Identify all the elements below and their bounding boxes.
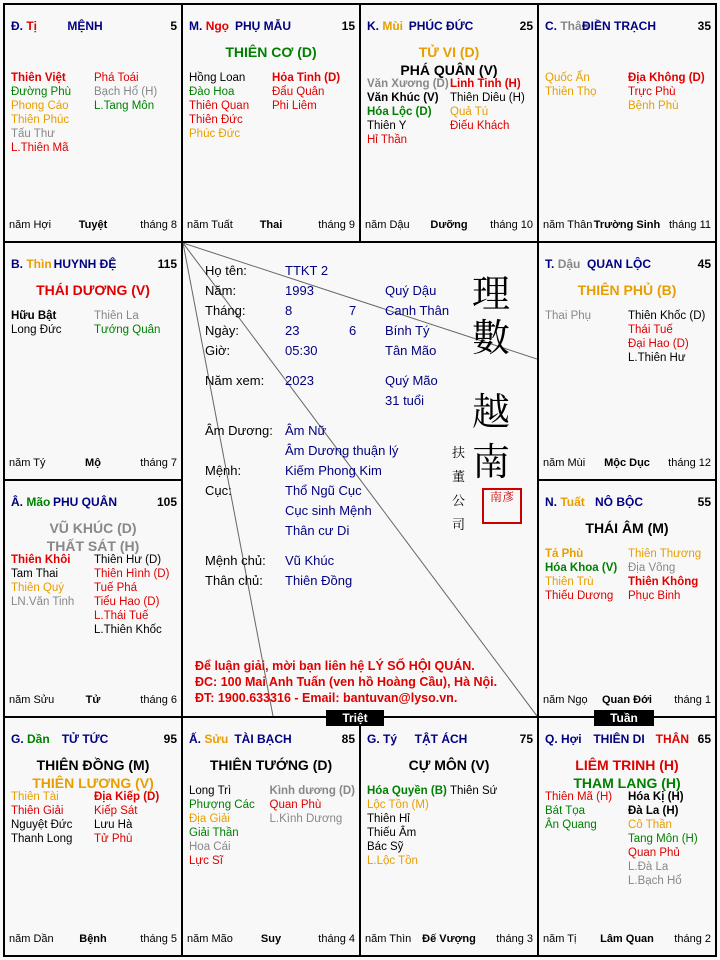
palace-stage: Dưỡng xyxy=(430,219,468,231)
palace-chi: Dậu xyxy=(557,257,581,271)
main-stars xyxy=(183,43,359,61)
minor-star: Thiên Phúc xyxy=(11,114,70,126)
day-value: 23 xyxy=(285,323,300,338)
palace-chi: Thìn xyxy=(26,257,52,271)
calligraphy-char: 越 xyxy=(472,390,511,434)
minor-star: Long Đức xyxy=(11,324,62,336)
minor-star: L.Lộc Tồn xyxy=(367,855,418,867)
palace-name: PHU QUÂN xyxy=(52,495,117,509)
palace-dau xyxy=(539,243,715,479)
minor-star: Thiên Hình (D) xyxy=(94,568,170,580)
minor-star: L.Tang Môn xyxy=(94,100,155,112)
cuc-label: Cục: xyxy=(205,483,232,498)
name-label: Họ tên: xyxy=(205,263,247,278)
main-stars xyxy=(5,519,181,555)
main-star: THIÊN ĐỒNG (M) xyxy=(36,757,150,773)
minor-star: Địa Giải xyxy=(189,813,230,825)
main-stars xyxy=(5,281,181,299)
palace-chi: Dần xyxy=(27,732,50,746)
main-star: THAM LANG (H) xyxy=(573,775,681,791)
palace-month: tháng 6 xyxy=(140,694,177,706)
minor-star: Thiên Hư (D) xyxy=(94,554,162,566)
palace-footer xyxy=(543,219,711,233)
minor-star: L.Bạch Hổ xyxy=(628,875,682,887)
palace-name: NÔ BỘC xyxy=(595,495,643,509)
triet-tag: Triệt xyxy=(326,710,384,726)
minor-star: Hóa Quyền (B) xyxy=(367,785,447,797)
palace-month: tháng 8 xyxy=(140,219,177,231)
calligraphy-char: 理 xyxy=(472,272,511,316)
palace-can: Ấ. xyxy=(189,732,201,746)
minor-star: Thiên Khốc (D) xyxy=(628,310,706,322)
minor-star: Kiếp Sát xyxy=(94,805,138,817)
palace-can: Q. xyxy=(545,732,558,746)
palace-month: tháng 3 xyxy=(496,933,533,945)
palace-name: MỆNH xyxy=(67,19,103,33)
calligraphy-small: 公 xyxy=(452,494,466,509)
minor-star: Thiên Không xyxy=(628,576,699,588)
minor-star: Kình dương (D) xyxy=(269,785,355,797)
month-value: 8 xyxy=(285,303,293,318)
minor-star: Thiên Trù xyxy=(545,576,594,588)
palace-chi: Thân xyxy=(560,19,590,33)
minor-star: Linh Tinh (H) xyxy=(450,78,521,90)
contact-info xyxy=(195,658,535,706)
palace-ngo xyxy=(183,5,359,241)
minor-stars xyxy=(11,790,177,846)
minor-star: Thiếu Dương xyxy=(545,590,614,602)
minor-star: Thiên Thọ xyxy=(545,86,597,98)
palace-can: M. xyxy=(189,19,203,33)
minor-star: Thiên Giải xyxy=(11,805,64,817)
palace-year: năm Mão xyxy=(187,933,233,945)
day-lunar: 6 xyxy=(349,323,357,338)
minor-star: Hỉ Thần xyxy=(367,134,408,146)
palace-header xyxy=(545,732,711,748)
palace-stage: Trường Sinh xyxy=(593,219,661,231)
calligraphy-char: 數 xyxy=(472,316,511,360)
palace-header xyxy=(367,732,533,748)
palace-hoi xyxy=(539,718,715,955)
minor-star: L.Thái Tuế xyxy=(94,610,149,622)
palace-stage: Mộc Dục xyxy=(604,457,650,469)
palace-can: C. xyxy=(545,19,557,33)
palace-number: 15 xyxy=(341,19,355,33)
palace-year: năm Tuất xyxy=(187,219,233,231)
palace-name: QUAN LỘC xyxy=(587,257,651,271)
palace-suu xyxy=(183,718,359,955)
palace-footer xyxy=(543,933,711,947)
minor-star: Bát Tọa xyxy=(545,805,586,817)
palace-year: năm Tý xyxy=(9,457,46,469)
hour-can: Tân Mão xyxy=(385,343,437,358)
palace-thin xyxy=(5,243,181,479)
palace-year: năm Dậu xyxy=(365,219,410,231)
minor-star: Thiên Khôi xyxy=(11,554,71,566)
minor-star: Hóa Khoa (V) xyxy=(545,562,618,574)
minor-stars xyxy=(189,71,355,141)
palace-can: Đ. xyxy=(11,19,23,33)
minor-star: Hồng Loan xyxy=(189,72,246,84)
palace-footer xyxy=(187,219,355,233)
palace-year: năm Mùi xyxy=(543,457,586,469)
minor-star: Nguyệt Đức xyxy=(11,819,73,831)
minor-star: Tấu Thư xyxy=(11,128,55,140)
palace-ti xyxy=(5,5,181,241)
minor-stars xyxy=(545,790,711,888)
main-stars xyxy=(361,43,537,79)
minor-star: Đại Hao (D) xyxy=(628,338,689,350)
palace-footer xyxy=(365,933,533,947)
palace-header xyxy=(11,257,177,273)
palace-name: TẬT ÁCH xyxy=(414,732,468,746)
palace-can: B. xyxy=(11,257,23,271)
palace-header xyxy=(11,732,177,748)
palace-chi: Hợi xyxy=(561,732,582,746)
minor-stars xyxy=(545,71,711,113)
menh-chu-value: Vũ Khúc xyxy=(285,553,335,568)
minor-star: Đẩu Quân xyxy=(272,86,325,98)
palace-stage: Suy xyxy=(260,933,282,945)
minor-star: Tả Phù xyxy=(545,548,584,560)
minor-star: Hóa Kị (H) xyxy=(628,791,684,803)
main-stars xyxy=(539,281,715,299)
palace-stage: Thai xyxy=(259,219,283,231)
minor-star: Địa Kiếp (D) xyxy=(94,791,160,803)
day-label: Ngày: xyxy=(205,323,239,338)
minor-star: Hóa Lộc (D) xyxy=(367,106,432,118)
minor-star: L.Đà La xyxy=(628,861,669,873)
minor-star: Thiên Mã (H) xyxy=(545,791,613,803)
palace-year: năm Hợi xyxy=(9,219,52,231)
palace-stage: Tử xyxy=(85,694,101,706)
minor-star: Thiên Hỉ xyxy=(367,813,410,825)
minor-star: Thiên La xyxy=(94,310,139,322)
palace-than xyxy=(539,5,715,241)
palace-stage: Mộ xyxy=(85,457,101,469)
palace-can: Â. xyxy=(11,495,23,509)
main-star: THIÊN CƠ (D) xyxy=(225,44,317,60)
palace-chi: Sửu xyxy=(204,732,229,746)
minor-star: Thiên Thương xyxy=(628,548,702,560)
palace-chi: Mùi xyxy=(382,19,404,33)
minor-star: Thiếu Âm xyxy=(367,827,417,839)
palace-stage: Lâm Quan xyxy=(600,933,654,945)
palace-chi: Tị xyxy=(26,19,38,33)
palace-name: HUYNH ĐỆ xyxy=(53,257,117,271)
month-label: Tháng: xyxy=(205,303,246,318)
palace-name: PHÚC ĐỨC xyxy=(408,19,474,33)
main-star: VŨ KHÚC (D) xyxy=(49,520,137,536)
year-can: Quý Dậu xyxy=(385,283,437,298)
calligraphy-small: 董 xyxy=(452,470,466,485)
minor-star: Phi Liêm xyxy=(272,100,317,112)
palace-footer xyxy=(365,219,533,233)
minor-star: Giải Thần xyxy=(189,827,239,839)
minor-star: L.Kình Dương xyxy=(269,813,343,825)
tuan-tag: Tuần xyxy=(594,710,654,726)
minor-star: Quan Phủ xyxy=(628,847,680,859)
minor-star: Tam Thai xyxy=(11,568,59,580)
minor-star: Phượng Các xyxy=(189,799,255,811)
minor-star: Hỏa Tinh (D) xyxy=(272,72,341,84)
palace-month: tháng 9 xyxy=(318,219,355,231)
palace-footer xyxy=(9,694,177,708)
palace-year: năm Dần xyxy=(9,933,54,945)
palace-stage: Tuyệt xyxy=(78,219,108,231)
minor-star: Tướng Quân xyxy=(94,324,161,336)
palace-header xyxy=(11,495,177,511)
palace-header xyxy=(189,732,355,748)
palace-dan xyxy=(5,718,181,955)
palace-name: PHỤ MẪU xyxy=(235,19,291,33)
minor-star: L.Thiên Mã xyxy=(11,142,69,154)
minor-stars xyxy=(11,309,177,337)
minor-star: Quả Tú xyxy=(450,106,489,118)
minor-star: Thiên Đức xyxy=(189,114,243,126)
minor-stars xyxy=(545,547,711,603)
palace-name: TÀI BẠCH xyxy=(234,732,292,746)
palace-number: 85 xyxy=(341,732,355,746)
minor-star: Lưu Hà xyxy=(94,819,133,831)
palace-footer xyxy=(9,933,177,947)
palace-footer xyxy=(187,933,355,947)
minor-star: Bạch Hổ (H) xyxy=(94,86,158,98)
palace-year: năm Thân xyxy=(543,219,593,231)
minor-stars xyxy=(545,309,711,365)
amduong-label: Âm Dương: xyxy=(205,423,273,438)
minor-star: Tuế Phá xyxy=(94,582,138,594)
than-chu-value: Thiên Đồng xyxy=(285,573,353,588)
minor-star: Đường Phù xyxy=(11,86,71,98)
minor-star: Phong Cáo xyxy=(11,100,69,112)
main-star: THIÊN PHỦ (B) xyxy=(577,282,677,298)
cuc-note: Cục sinh Mệnh xyxy=(285,503,372,518)
palace-number: 45 xyxy=(697,257,711,271)
calligraphy-small: 司 xyxy=(452,518,466,533)
minor-star: L.Thiên Hư xyxy=(628,352,686,364)
minor-stars xyxy=(367,77,533,147)
minor-star: Văn Xương (D) xyxy=(367,78,449,90)
main-stars xyxy=(539,756,715,792)
red-seal: 南彥 xyxy=(482,488,522,524)
minor-star: Đào Hoa xyxy=(189,86,235,98)
minor-stars xyxy=(11,553,177,637)
palace-can: K. xyxy=(367,19,379,33)
palace-footer xyxy=(9,219,177,233)
minor-star: Ân Quang xyxy=(545,819,597,831)
main-stars xyxy=(5,756,181,792)
view-year-value: 2023 xyxy=(285,373,314,388)
minor-star: Điếu Khách xyxy=(450,120,510,132)
palace-header xyxy=(545,495,711,511)
minor-star: Thiên Sứ xyxy=(450,785,498,797)
palace-month: tháng 7 xyxy=(140,457,177,469)
minor-star: L.Thiên Khốc xyxy=(94,624,162,636)
palace-stage: Đế Vượng xyxy=(422,933,476,945)
minor-star: Phục Binh xyxy=(628,590,681,602)
palace-can: N. xyxy=(545,495,557,509)
palace-number: 105 xyxy=(156,495,177,509)
minor-star: Tiểu Hao (D) xyxy=(94,596,160,608)
main-star: THIÊN TƯỚNG (D) xyxy=(209,757,333,773)
minor-star: Thiên Diêu (H) xyxy=(450,92,525,104)
main-star: TỬ VI (D) xyxy=(418,44,480,60)
palace-mao xyxy=(5,481,181,716)
minor-star: Thiên Y xyxy=(367,120,407,132)
calligraphy-char: 南 xyxy=(472,440,511,484)
palace-month: tháng 12 xyxy=(668,457,711,469)
hour-value: 05:30 xyxy=(285,343,318,358)
palace-name: THIÊN DI xyxy=(593,732,645,746)
cuc-value: Thổ Ngũ Cục xyxy=(285,483,362,498)
minor-star: Phúc Đức xyxy=(189,128,241,140)
minor-star: Tang Môn (H) xyxy=(628,833,698,845)
view-year-label: Năm xem: xyxy=(205,373,265,388)
minor-star: Địa Không (D) xyxy=(628,72,705,84)
main-star: THÁI ÂM (M) xyxy=(585,520,669,536)
palace-month: tháng 5 xyxy=(140,933,177,945)
palace-footer xyxy=(543,694,711,708)
main-star: PHÁ QUÂN (V) xyxy=(400,62,498,78)
palace-number: 65 xyxy=(697,732,711,746)
palace-month: tháng 1 xyxy=(674,694,711,706)
minor-star: Thiên Quan xyxy=(189,100,250,112)
main-stars xyxy=(361,756,537,774)
hour-label: Giờ: xyxy=(205,343,231,358)
palace-tuat xyxy=(539,481,715,716)
minor-star: Hoa Cái xyxy=(189,841,231,853)
palace-year: năm Ngọ xyxy=(543,694,588,706)
palace-mui xyxy=(361,5,537,241)
than-cu: Thân cư Di xyxy=(285,523,350,538)
palace-header xyxy=(545,257,711,273)
palace-header xyxy=(367,19,533,35)
amduong-note: Âm Dương thuận lý xyxy=(285,443,399,458)
palace-number: 115 xyxy=(157,257,177,271)
palace-name: TỬ TỨC xyxy=(61,732,109,746)
main-star: THẤT SÁT (H) xyxy=(46,538,140,554)
minor-star: Đà La (H) xyxy=(628,805,679,817)
palace-chi: Ngọ xyxy=(205,19,230,33)
month-can: Canh Thân xyxy=(385,303,450,318)
main-star: THÁI DƯƠNG (V) xyxy=(36,282,150,298)
minor-stars xyxy=(189,784,355,868)
minor-star: Văn Khúc (V) xyxy=(367,92,439,104)
calligraphy-small: 扶 xyxy=(452,446,466,461)
minor-star: Quốc Ấn xyxy=(545,72,590,84)
minor-star: Thanh Long xyxy=(11,833,73,845)
palace-chi: Mão xyxy=(26,495,51,509)
minor-star: Quan Phù xyxy=(269,799,322,811)
minor-star: Lộc Tồn (M) xyxy=(367,799,429,811)
minor-star: Hữu Bật xyxy=(11,310,57,322)
palace-chi: Tý xyxy=(383,732,398,746)
than-marker: THÂN xyxy=(655,732,689,746)
palace-number: 75 xyxy=(519,732,533,746)
view-year-can: Quý Mão xyxy=(385,373,438,388)
palace-month: tháng 4 xyxy=(318,933,355,945)
palace-stage: Quan Đới xyxy=(602,694,652,706)
palace-can: T. xyxy=(545,257,555,271)
palace-can: G. xyxy=(367,732,380,746)
minor-star: Long Trì xyxy=(189,785,232,797)
minor-stars xyxy=(11,71,177,155)
minor-stars xyxy=(367,784,533,868)
month-lunar: 7 xyxy=(349,303,357,318)
palace-header xyxy=(545,19,711,35)
year-value: 1993 xyxy=(285,283,314,298)
minor-star: Thai Phụ xyxy=(545,310,592,322)
palace-month: tháng 10 xyxy=(490,219,533,231)
minor-star: Cô Thần xyxy=(628,819,672,831)
palace-stage: Bệnh xyxy=(79,933,107,945)
palace-header xyxy=(11,19,177,35)
palace-can: G. xyxy=(11,732,24,746)
amduong-value: Âm Nữ xyxy=(285,423,327,438)
minor-star: Thái Tuế xyxy=(628,324,673,336)
day-can: Bính Tý xyxy=(385,323,430,338)
minor-star: Lực Sĩ xyxy=(189,855,223,867)
minor-star: Thiên Tài xyxy=(11,791,59,803)
palace-number: 95 xyxy=(163,732,177,746)
minor-star: Địa Võng xyxy=(628,562,676,574)
contact-phone-email: ĐT: 1900.633316 - Email: bantuvan@lyso.vn. xyxy=(195,691,458,705)
menh-value: Kiếm Phong Kim xyxy=(285,463,382,478)
minor-star: Phá Toái xyxy=(94,72,139,84)
palace-header xyxy=(189,19,355,35)
minor-star: Bệnh Phù xyxy=(628,100,679,112)
minor-star: Trực Phù xyxy=(628,86,676,98)
palace-month: tháng 2 xyxy=(674,933,711,945)
name-value: TTKT 2 xyxy=(285,263,329,278)
palace-chi: Tuất xyxy=(560,495,585,509)
palace-year: năm Sửu xyxy=(9,694,55,706)
palace-ty xyxy=(361,718,537,955)
main-star: CỰ MÔN (V) xyxy=(408,757,490,773)
palace-year: năm Thìn xyxy=(365,933,412,945)
minor-star: Thiên Việt xyxy=(11,72,66,84)
main-star: THIÊN LƯƠNG (V) xyxy=(32,775,154,791)
minor-star: Tử Phù xyxy=(94,833,133,845)
main-stars xyxy=(539,519,715,537)
palace-footer xyxy=(543,457,711,471)
age-value: 31 tuổi xyxy=(385,393,425,408)
main-stars xyxy=(183,756,359,774)
contact-address: ĐC: 100 Mai Anh Tuấn (ven hồ Hoàng Cầu), Hà Nội. xyxy=(195,675,498,689)
menh-chu-label: Mệnh chủ: xyxy=(205,553,266,568)
than-chu-label: Thân chủ: xyxy=(205,573,263,588)
menh-label: Mệnh: xyxy=(205,463,242,478)
minor-star: LN.Văn Tinh xyxy=(11,596,75,608)
palace-number: 55 xyxy=(697,495,711,509)
palace-name: ĐIỀN TRẠCH xyxy=(582,19,656,33)
minor-star: Thiên Quý xyxy=(11,582,65,594)
main-star: LIÊM TRINH (H) xyxy=(575,757,679,773)
palace-number: 25 xyxy=(519,19,533,33)
palace-number: 35 xyxy=(697,19,711,33)
palace-number: 5 xyxy=(170,19,177,33)
palace-year: năm Tị xyxy=(543,933,577,945)
minor-star: Bác Sỹ xyxy=(367,841,404,853)
palace-footer xyxy=(9,457,177,471)
contact-line: Để luận giải, mời bạn liên hệ LÝ SỐ HỘI QUÁN. xyxy=(195,659,475,673)
year-label: Năm: xyxy=(205,283,237,298)
palace-month: tháng 11 xyxy=(668,219,711,231)
